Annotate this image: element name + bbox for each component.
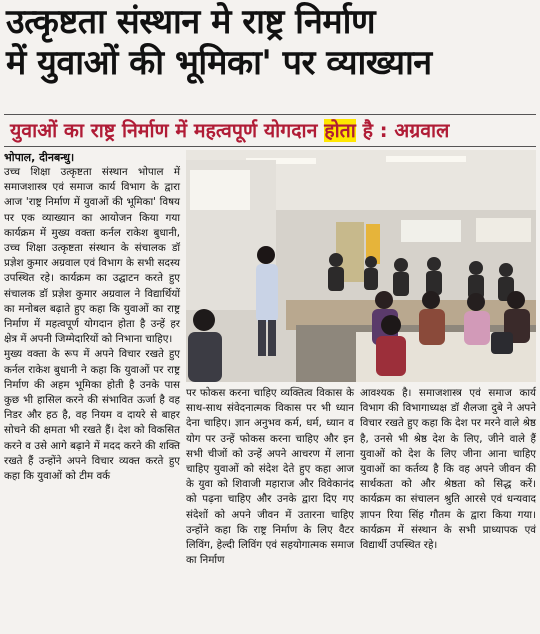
article-column-3 xyxy=(360,386,536,553)
article-paragraph: आवश्यक है। समाजशास्त्र एवं समाज कार्य विभाग की विभागाध्यक्ष डॉ शैलजा दुबे ने अपने विचार रखते हुए कहा कि देश पर मरने वाले श्रेष्ठ है, उनसे भी श्रेष्ठ देश के लिए, जीने वाले हैं युवाओं को देश के लिए जीना आना चाहिए युवाओं का कर्तव्य है कि वह अपने जीवन की सार्थकता को और श्रेष्ठता को सिद्ध करें। कार्यक्रम का संचालन श्रुति आरसे एवं धन्यवाद ज्ञापन रिया सिंह गौतम के द्वारा किया गया। कार्यक्रम में संस्थान के सभी प्राध्यापक एवं विद्यार्थी उपस्थित रहे। xyxy=(360,387,536,552)
article-paragraph: उच्च शिक्षा उत्कृष्टता संस्थान भोपाल में समाजशास्त्र एवं समाज कार्य विभाग के द्वारा आज 'राष्ट्र निर्माण में युवाओं की भूमिका' विषय पर एक व्याख्यान का आयोजन किया गया कार्यक्रम में मुख्य वक्ता कर्नल राकेश बुधानी, उच्च शिक्षा उत्कृष्टता संस्थान के संचालक डॉ प्रज्ञेश कुमार अग्रवाल एवं विभाग के सभी सदस्य उपस्थित रहे। कार्यक्रम का उद्घाटन करते हुए संचालक डॉ प्रज्ञेश कुमार अग्रवाल ने विद्यार्थियों का मनोबल बढ़ाते हुए कहा कि युवाओं का राष्ट्र निर्माण में महत्वपूर्ण योगदान होता है उन्हें हर क्षेत्र में अपनी जिम्मेदारियों को निभाना चाहिए। xyxy=(4,166,180,346)
headline-rule xyxy=(4,114,536,115)
subheadline xyxy=(10,119,532,143)
subheadline-highlight: होता xyxy=(324,119,356,142)
article-paragraph: पर फोकस करना चाहिए व्यक्तित्व विकास के साथ-साथ संवेदनात्मक विकास पर भी ध्यान देना चाहिए। ज्ञान अनुभव कर्म, धर्म, ध्यान व योग पर उन्हें फोकस करना चाहिए और इन सभी चीजों को उन्हें अपने आचरण में लाना चाहिए युवाओं को संदेश देते हुए कहा आज के युवा को शिवाजी महाराज और विवेकानंद को पढ़ना चाहिए और उनके द्वारा दिए गए संदेशों को अपने जीवन में उतारना चाहिए उन्होंने कहा कि राष्ट्र निर्माण के लिए वैटर लिविंग, हेल्दी लिविंग एवं सहयोगात्मक समाज का निर्माण xyxy=(186,387,354,567)
subheadline-text: युवाओं का राष्ट्र निर्माण में महत्वपूर्ण योगदान xyxy=(10,119,325,142)
article-paragraph: मुख्य वक्ता के रूप में अपने विचार रखते हुए कर्नल राकेश बुधानी ने कहा कि युवाओं पर राष्ट्र निर्माण की अहम भूमिका होती है उनके पास कुछ भी हासिल करने की संभावित ऊर्जा है वह निडर और हठ है, वह नियम व दायरे से बाहर सोचने की क्षमता भी रखते हैं। देश को विकसित करने व उसे आगे बढ़ाने में मदद करने की शक्ति रखते हैं उन्होंने अपने विचार व्यक्त करते हुए कहा कि युवाओं को टीम वर्क xyxy=(4,348,180,483)
dateline: भोपाल, दीनबन्धु। xyxy=(4,151,75,164)
article-column-1 xyxy=(4,165,180,484)
headline xyxy=(6,2,536,84)
headline-line-1: उत्कृष्टता संस्थान मे राष्ट्र निर्माण xyxy=(6,2,376,42)
subheadline-rule xyxy=(4,146,536,147)
event-photo xyxy=(186,150,536,382)
headline-line-2: में युवाओं की भूमिका' पर व्याख्यान xyxy=(6,43,432,83)
article-column-2 xyxy=(186,386,354,568)
subheadline-attribution: है : अग्रवाल xyxy=(355,119,450,142)
